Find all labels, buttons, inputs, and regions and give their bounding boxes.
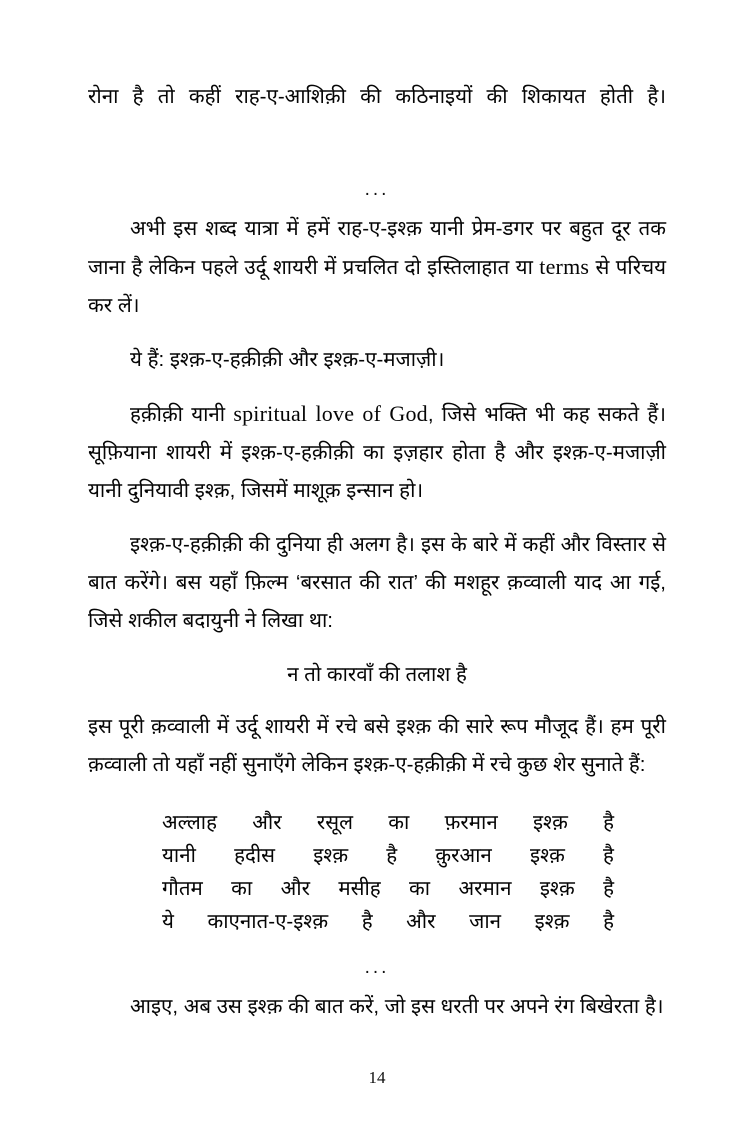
poem-word: काएनात-ए-इश्क़	[207, 910, 329, 933]
poem-word: है	[361, 910, 373, 933]
poem-word: मसीह	[338, 877, 381, 900]
poem-word: हदीस	[234, 844, 276, 867]
paragraph-3-latin-phrase: spiritual love of God	[233, 401, 428, 426]
poem-word: अरमान	[458, 877, 512, 900]
poem-word: है	[603, 877, 614, 900]
poem-line	[162, 806, 614, 839]
paragraph-3-text-b: , जिसे भक्ति भी कह सकते हैं। सूफ़ियाना शायरी में इश्क़-ए-हक़ीक़ी का इज़हार होता है और इश्क़-ए-मजाज़ी यानी दुनियावी इश्क़, जिसमें माशूक़ इन्सान हो।	[88, 403, 666, 502]
poem-word: रसूल	[316, 811, 354, 834]
poem-word: है	[386, 844, 398, 867]
paragraph-3	[88, 395, 666, 510]
poem-word: और	[280, 877, 310, 900]
poem-word: का	[388, 811, 410, 834]
poem-line	[162, 872, 614, 905]
poem-word: इश्क़	[539, 877, 575, 900]
poem-word: इश्क़	[313, 844, 349, 867]
poem-block	[88, 806, 666, 938]
poem-line	[162, 839, 614, 872]
poem-word: है	[603, 811, 614, 834]
section-separator-2: ...	[364, 957, 390, 978]
poem-word: फ़रमान	[444, 811, 498, 834]
paragraph-2: ये हैं: इश्क़-ए-हक़ीक़ी और इश्क़-ए-मजाज़ी।	[130, 348, 445, 371]
poem-word: गौतम	[162, 877, 203, 900]
poem-word: का	[409, 877, 431, 900]
poem-word: ये	[162, 910, 174, 933]
poem-word: और	[252, 811, 282, 834]
centered-verse-line: न तो कारवाँ की तलाश है	[287, 663, 467, 686]
page-text-block	[88, 78, 666, 1026]
poem-word: यानी	[162, 844, 196, 867]
poem-word: इश्क़	[534, 910, 570, 933]
paragraph-1	[88, 210, 666, 325]
paragraph-5: इस पूरी क़व्वाली में उर्दू शायरी में रचे बसे इश्क़ की सारे रूप मौजूद हैं। हम पूरी क़व्वाली तो यहाँ नहीं सुनाएँगे लेकिन इश्क़-ए-हक़ीक़ी में रचे कुछ शेर सुनाते हैं:	[88, 715, 666, 776]
page-number: 14	[368, 1068, 386, 1087]
poem-word: है	[603, 844, 614, 867]
poem-word: का	[231, 877, 253, 900]
section-separator-1: ...	[364, 179, 390, 200]
poem-word: जान	[469, 910, 502, 933]
poem-word: और	[406, 910, 436, 933]
poem-word: इश्क़	[530, 844, 565, 867]
paragraph-6: आइए, अब उस इश्क़ की बात करें, जो इस धरती पर अपने रंग बिखेरता है।	[130, 995, 664, 1018]
paragraph-1-latin-term: terms	[539, 254, 590, 279]
paragraph-4: इश्क़-ए-हक़ीक़ी की दुनिया ही अलग है। इस के बारे में कहीं और विस्तार से बात करेंगे। बस यहाँ फ़िल्म ‘बरसात की रात’ की मशहूर क़व्वाली याद आ गई, जिसे शकील बदायुनी ने लिखा था:	[88, 533, 666, 632]
poem-word: क़ुरआन	[435, 844, 492, 867]
poem-word: इश्क़	[532, 811, 568, 834]
paragraph-1-text-a: अभी इस शब्द यात्रा में हमें राह-ए-इश्क़ यानी प्रेम-डगर पर बहुत दूर तक जाना है लेकिन पहले उर्दू शायरी में प्रचलित दो इस्तिलाहात या	[88, 217, 666, 279]
paragraph-continuation: रोना है तो कहीं राह-ए-आशिक़ी की कठिनाइयों की शिकायत होती है।	[88, 85, 666, 108]
poem-word: है	[603, 910, 614, 933]
poem-line	[162, 905, 614, 938]
paragraph-1-text-b: से परिचय कर लें।	[88, 256, 667, 317]
paragraph-3-text-a: हक़ीक़ी यानी	[130, 403, 234, 426]
poem-word: अल्लाह	[162, 811, 218, 834]
